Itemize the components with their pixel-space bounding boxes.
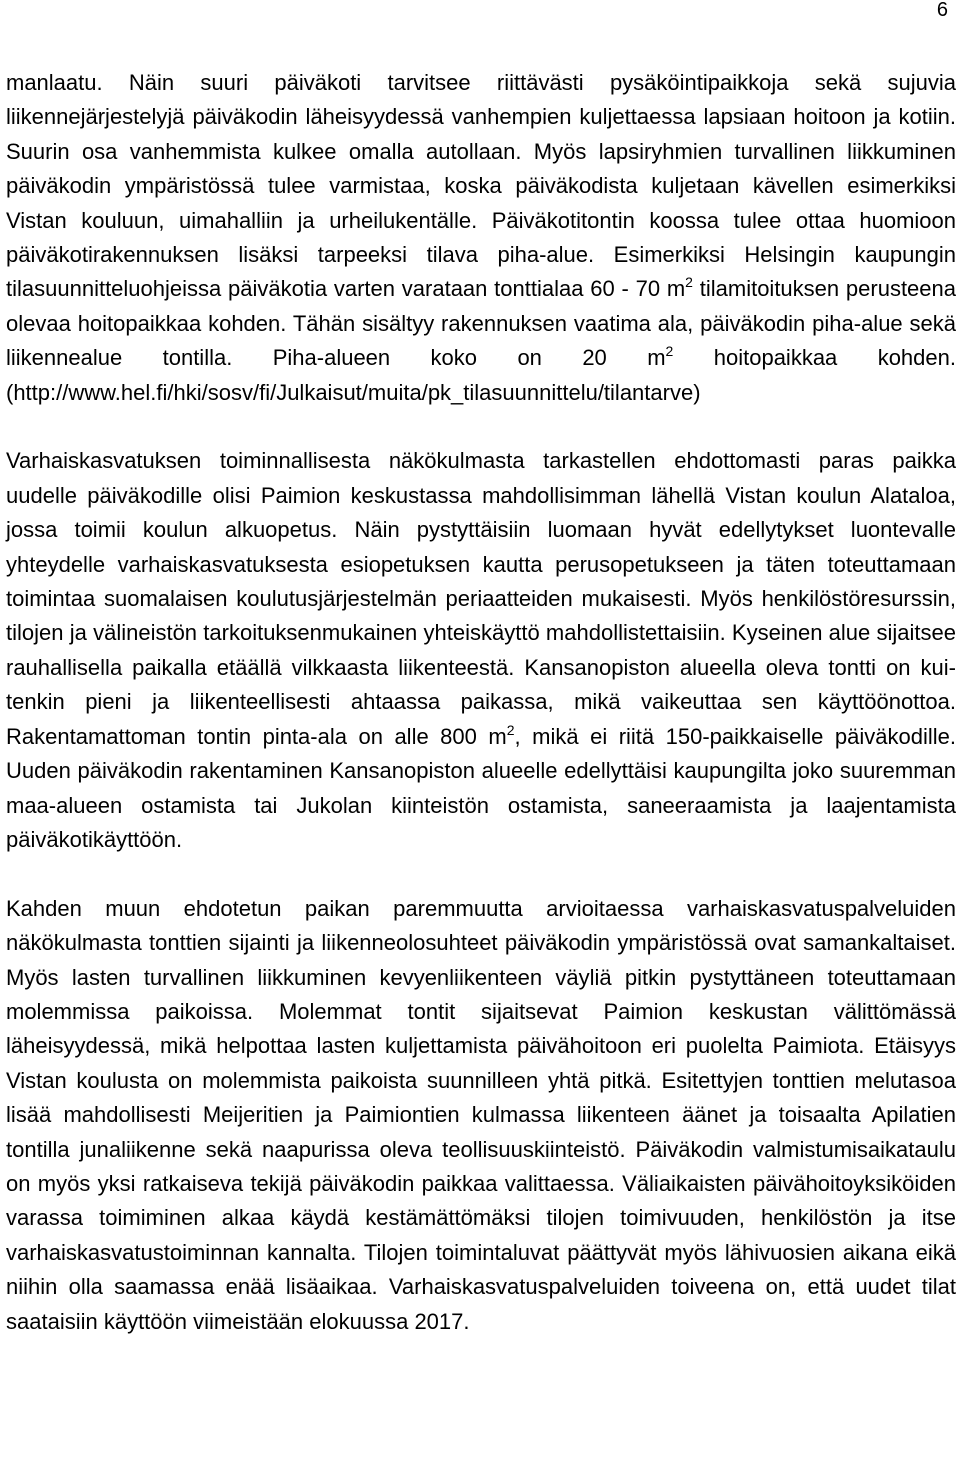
superscript: 2 [665, 343, 674, 360]
page-number: 6 [936, 0, 948, 21]
paragraph-other-sites [6, 892, 956, 1339]
paragraph-spacer [6, 410, 956, 444]
paragraph-text: hoitopaikkaa kohden. (http://www.hel.fi/hki/sosv/fi/Julkaisut/muita/pk_tilasuunnittelu/tilantarve) [6, 345, 956, 405]
paragraph-spacer [6, 857, 956, 891]
paragraph-text: manlaatu. Näin suuri päiväkoti tarvitsee riittävästi pysäköintipaikkoja sekä sujuvia liikennejärjestelyjä päiväkodin läheisyydessä vanhempien kuljettaessa lapsiaan hoitoon ja kotiin. Suurin osa vanhemmista kulkee omalla autollaan. Myös lapsiryhmien turvallinen liikkuminen päiväkodin ympäristössä tulee varmistaa, koska päiväkodista kuljetaan kävellen esimerkiksi Vistan kouluun, uimahalliin ja urheilukentälle. Päiväkotitontin koossa tulee ottaa huomioon päiväkotirakennuksen lisäksi tarpeeksi tilava piha-alue. Esimerkiksi Helsingin kaupungin tilasuunnitteluohjeissa päiväkotia varten varataan tonttialaa 60 - 70 m [6, 70, 956, 302]
superscript: 2 [685, 274, 693, 291]
document-body [6, 66, 956, 1339]
paragraph-daycare-requirements [6, 66, 956, 410]
paragraph-location-assessment [6, 444, 956, 857]
superscript: 2 [506, 721, 515, 738]
paragraph-text: Varhaiskasvatuksen toiminnallisesta näkökulmasta tarkastellen ehdottomasti paras paikka uudelle päiväkodille olisi Paimion keskustassa mahdollisimman lähellä Vistan koulun Alataloa, jossa toimii koulun alkuopetus. Näin pystyttäisiin luomaan hyvät edellytykset luontevalle yhteydelle varhaiskasvatuksesta esiopetuksen kautta perusopetukseen ja täten toteuttamaan toimintaa suomalaisen koulutusjärjestelmän periaatteiden mukaisesti. Myös henkilöstöresurssin, tilojen ja välineistön tarkoituksenmukainen yhteiskäyttö mahdollistettaisiin. Kyseinen alue sijaitsee rauhallisella paikalla etäällä vilkkaasta liikenteestä. Kansanopiston alueella oleva tontti on kuitenkin pieni ja liikenteellisesti ahtaassa paikassa, mikä vaikeuttaa sen käyttöönottoa. Rakentamattoman tontin pinta-ala on alle 800 m [6, 448, 956, 749]
paragraph-text: , mikä ei riitä 150-paikkaiselle päiväkodille. Uuden päiväkodin rakentaminen Kansanopiston alueelle edellyttäisi kaupungilta joko suuremman maa-alueen ostamista tai Jukolan kiinteistön ostamista, saneeraamista ja laajentamista päiväkotikäyttöön. [6, 723, 956, 852]
paragraph-text: Kahden muun ehdotetun paikan paremmuutta arvioitaessa varhaiskasvatuspalveluiden näkökulmasta tonttien sijainti ja liikenneolosuhteet päiväkodin ympäristössä ovat samankaltaiset. Myös lasten turvallinen liikkuminen kevyenliikenteen väyliä pitkin pystyttäneen toteuttamaan molemmissa paikoissa. Molemmat tontit sijaitsevat Paimion keskustan välittömässä läheisyydessä, mikä helpottaa lasten kuljettamista päivähoitoon eri puolelta Paimiota. Etäisyys Vistan koulusta on molemmista paikoista suunnilleen yhtä pitkä. Esitettyjen tonttien melutasoa lisää mahdollisesti Meijeritien ja Paimiontien kulmassa liikenteen äänet ja toisaalta Apilatien tontilla junaliikenne sekä naapurissa oleva teollisuuskiinteistö. Päiväkodin valmistumisaikataulu on myös yksi ratkaiseva tekijä päiväkodin paikkaa valittaessa. Väliaikaisten päivähoitoyksiköiden varassa toimiminen alkaa käydä kestämättömäksi tilojen toimivuuden, henkilöstön ja itse varhaiskasvatustoiminnan kannalta. Tilojen toimintaluvat päättyvät myös lähivuosien aikana eikä niihin olla saamassa enää lisäaikaa. Varhaiskasvatuspalveluiden toiveena on, että uudet tilat saataisiin käyttöön viimeistään elokuussa 2017. [6, 895, 956, 1334]
paragraph-text: tilamitoituksen perusteena olevaa hoitopaikkaa kohden. Tähän sisältyy rakennuksen vaatima ala, päiväkodin piha-alue sekä liikennealue tontilla. Piha-alueen koko on 20 m [6, 276, 956, 371]
